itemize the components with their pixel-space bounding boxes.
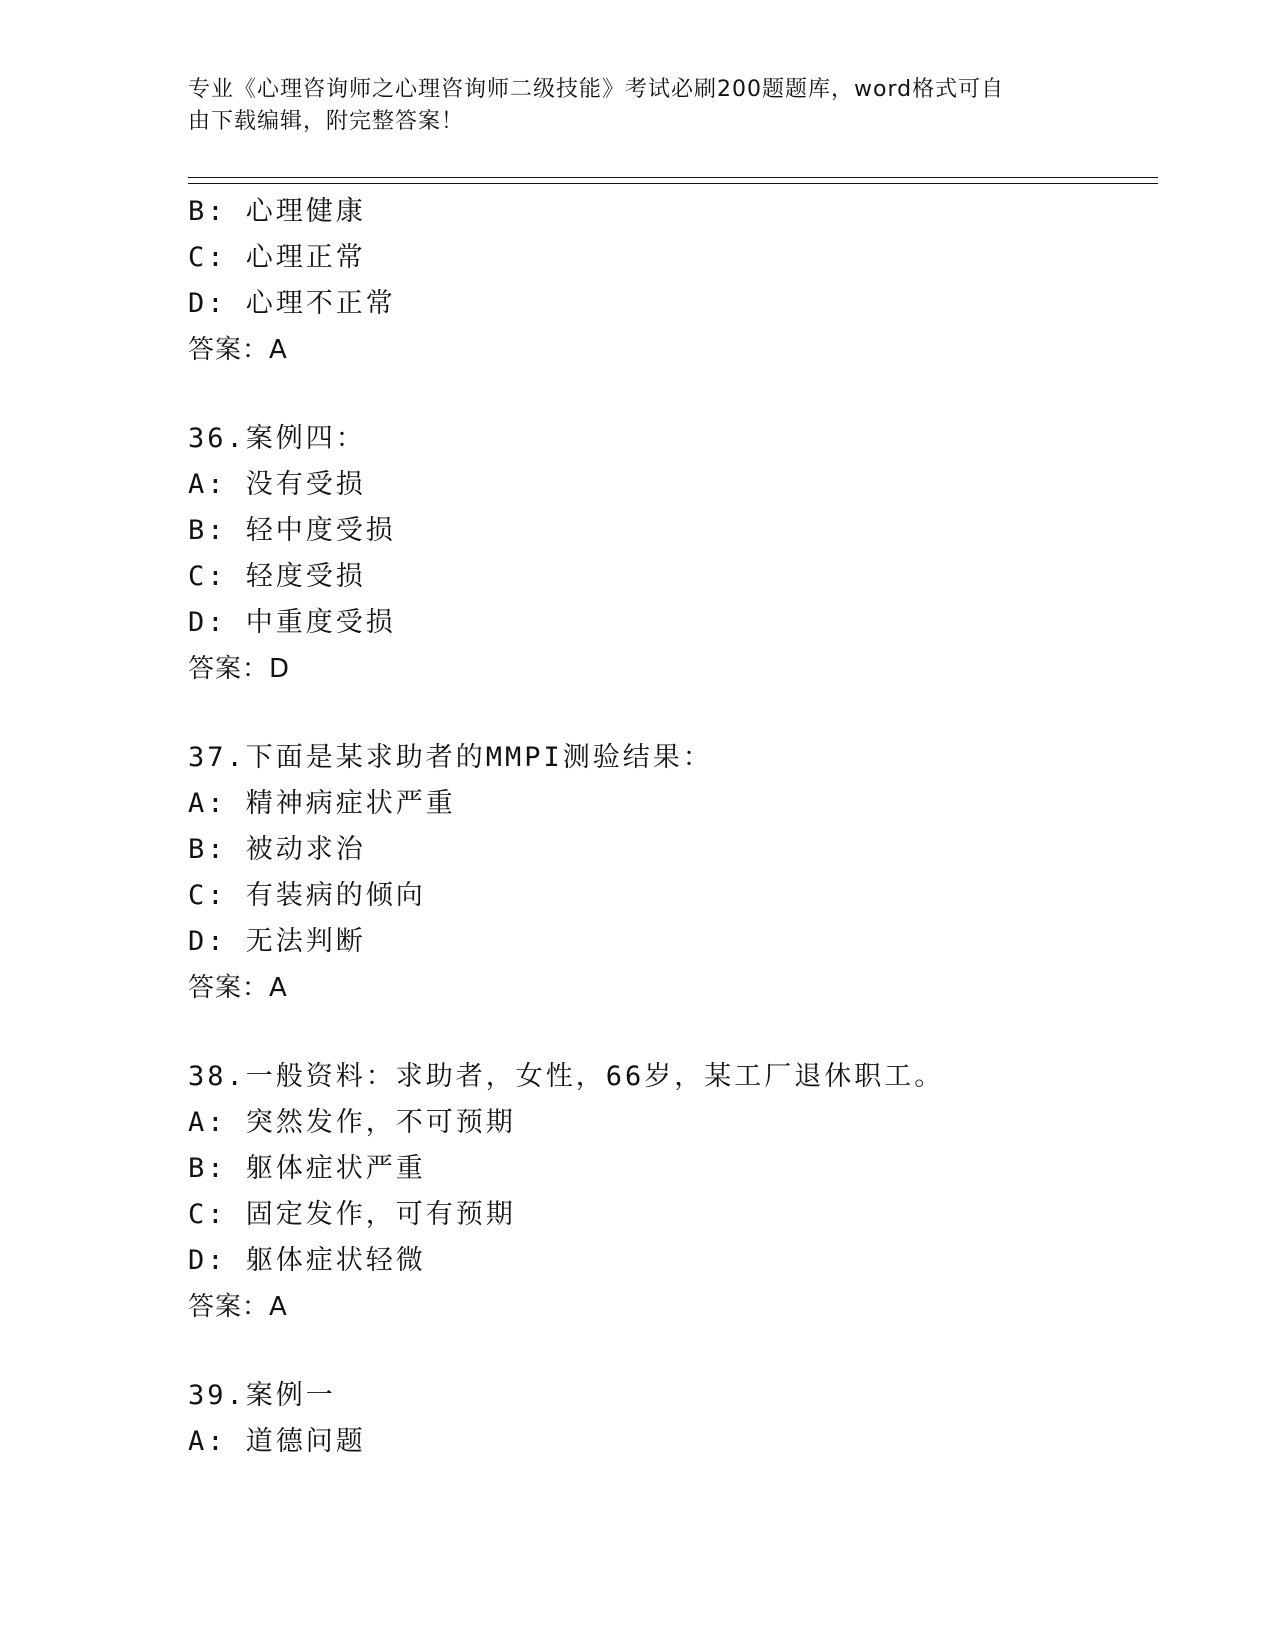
option-a: A: 突然发作，不可预期	[188, 1107, 516, 1138]
answer-line: 答案：A	[188, 973, 288, 1003]
option-b: B: 被动求治	[188, 834, 366, 865]
option-d: D: 无法判断	[188, 926, 366, 957]
question-title: 38.一般资料：求助者，女性，66岁，某工厂退休职工。	[188, 1061, 945, 1092]
option-d: D: 中重度受损	[188, 607, 396, 638]
answer-line: 答案：A	[188, 335, 288, 365]
header-divider-top	[188, 177, 1158, 178]
question-block	[188, 1054, 1158, 1330]
option-b: B: 轻中度受损	[188, 515, 396, 546]
option-c: C: 轻度受损	[188, 561, 366, 592]
header-line-1: 专业《心理咨询师之心理咨询师二级技能》考试必刷200题题库，word格式可自	[188, 77, 1005, 102]
question-list	[188, 189, 1158, 1465]
document-header	[188, 74, 1078, 138]
option-d: D: 躯体症状轻微	[188, 1245, 426, 1276]
question-title: 37.下面是某求助者的MMPI测验结果：	[188, 742, 713, 773]
option-a: A: 精神病症状严重	[188, 788, 456, 819]
option-c: C: 心理正常	[188, 242, 366, 273]
option-a: A: 道德问题	[188, 1426, 366, 1457]
option-c: C: 固定发作，可有预期	[188, 1199, 516, 1230]
question-title: 39.案例一	[188, 1380, 336, 1411]
option-a: A: 没有受损	[188, 469, 366, 500]
option-b: B: 心理健康	[188, 196, 366, 227]
option-b: B: 躯体症状严重	[188, 1153, 426, 1184]
answer-line: 答案：D	[188, 654, 291, 684]
option-d: D: 心理不正常	[188, 288, 396, 319]
question-block	[188, 735, 1158, 1011]
header-divider-bottom	[188, 183, 1158, 184]
option-c: C: 有装病的倾向	[188, 880, 426, 911]
question-block	[188, 1373, 1158, 1465]
answer-line: 答案：A	[188, 1292, 288, 1322]
question-block	[188, 189, 1158, 373]
question-block	[188, 416, 1158, 692]
question-title: 36.案例四：	[188, 423, 366, 454]
header-line-2: 由下载编辑，附完整答案！	[188, 109, 465, 134]
